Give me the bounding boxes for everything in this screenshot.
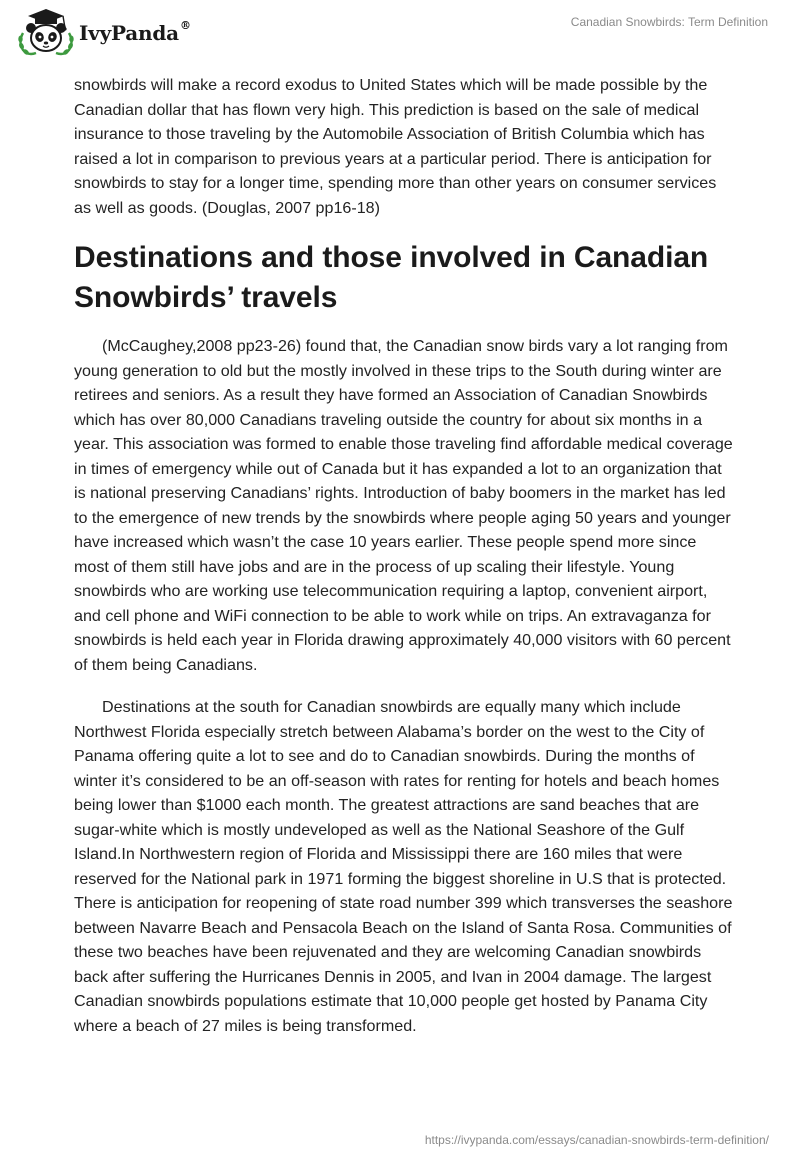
brand-logo[interactable] [14,6,191,58]
article-body [74,73,734,1038]
brand-name: IvyPanda® [79,19,191,45]
document-title: Canadian Snowbirds: Term Definition [570,15,768,29]
page-header [0,0,800,64]
panda-graduate-logo-icon [14,6,74,58]
paragraph-participants: (McCaughey,2008 pp23-26) found that, the Canadian snow birds vary a lot ranging from young generation to old but the mostly involved in these trips to the South during winter are retirees and seniors. As a result they have formed an Association of Canadian Snowbirds which has over 80,000 Canadians traveling outside the country for about six months in a year. This association was formed to enable those traveling find affordable medical coverage in times of emergency while out of Canada but it has expanded a lot to an organization that is national preserving Canadians’ rights. Introduction of baby boomers in the market has led to the emergence of new trends by the snowbirds where people aging 50 years and younger have increased which wasn’t the case 10 years earlier. These people spend more since most of them still have jobs and are in the process of up scaling their lifestyle. Young snowbirds who are working use telecommunication requiring a laptop, convenient airport, and cell phone and WiFi connection to be able to work while on trips. An extravaganza for snowbirds is held each year in Florida drawing approximately 40,000 visitors with 60 percent of them being Canadians. [74,337,733,674]
section-heading: Destinations and those involved in Canadian Snowbirds’ travels [74,241,709,314]
intro-paragraph: snowbirds will make a record exodus to United States which will be made possible by the Canadian dollar that has flown very high. This prediction is based on the sale of medical insurance to those traveling by the Automobile Association of British Columbia which has raised a lot in comparison to previous years at a particular period. There is anticipation for snowbirds to stay for a longer time, spending more than other years on consumer services as well as goods. (Douglas, 2007 pp16-18) [74,76,717,217]
source-url[interactable]: https://ivypanda.com/essays/canadian-snowbirds-term-definition/ [424,1133,769,1147]
registered-mark: ® [179,19,191,33]
paragraph-destinations: Destinations at the south for Canadian snowbirds are equally many which include Northwest Florida especially stretch between Alabama’s border on the west to the City of Panama offering quite a lot to see and do to Canadian snowbirds. During the months of winter it’s considered to be an off-season with rates for renting for hotels and beach homes being lower than $1000 each month. The greatest attractions are sand beaches that are sugar-white which is mostly undeveloped as well as the National Seashore of the Gulf Island.In Northwestern region of Florida and Mississippi there are 160 miles that were reserved for the National park in 1971 forming the biggest shoreline in U.S that is protected. There is anticipation for reopening of state road number 399 which transverses the seashore between Navarre Beach and Pensacola Beach on the Island of Santa Rosa. Communities of these two beaches have been rejuvenated and they are welcoming Canadian snowbirds back after suffering the Hurricanes Dennis in 2005, and Ivan in 2004 damage. The largest Canadian snowbirds populations estimate that 10,000 people get hosted by Panama City where a beach of 27 miles is being transformed. [74,698,733,1035]
